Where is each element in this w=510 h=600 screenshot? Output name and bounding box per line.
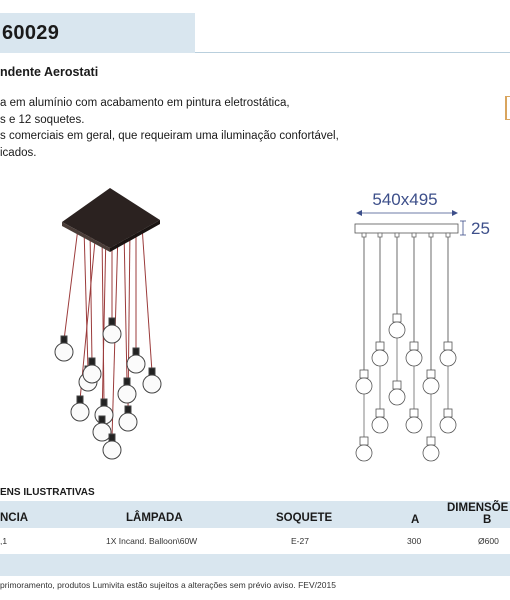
description-line: icados. (0, 146, 37, 159)
header-lampada: LÂMPADA (126, 512, 183, 524)
header-rule (195, 52, 510, 53)
illustrative-images-title: ENS ILUSTRATIVAS (0, 487, 95, 498)
header-reference: NCIA (0, 512, 29, 524)
description-line: a em alumínio com acabamento em pintura eletrostática, (0, 97, 290, 109)
bulb (118, 378, 136, 403)
footer-band (0, 554, 510, 576)
drawing-bulb (440, 342, 456, 366)
cell-lampada: 1X Incand. Balloon\60W (106, 536, 198, 546)
drawing-bulb (406, 409, 422, 433)
description-line: s e 12 soquetes. (0, 113, 85, 126)
drawing-bulb (356, 437, 372, 461)
product-drawings (0, 170, 510, 480)
technical-drawing (355, 210, 466, 461)
table-header-band (0, 501, 510, 528)
width-dimension-label: 540x495 (372, 190, 438, 209)
cell-soquete: E-27 (291, 536, 309, 546)
drawing-bulb (406, 342, 422, 366)
header-dim-b: B (483, 514, 492, 526)
product-description (0, 95, 339, 161)
drawing-bulb (389, 314, 405, 338)
bulb (143, 368, 161, 393)
header-dimensoes: DIMENSÕE (447, 502, 509, 514)
bulb (103, 318, 121, 343)
drawing-bulb (423, 437, 439, 461)
drawing-bulb (389, 381, 405, 405)
bulb (83, 358, 101, 383)
height-dimension-label: 25 (471, 219, 490, 238)
drawing-bulb (423, 370, 439, 394)
cell-reference: ,1 (0, 536, 8, 546)
drawing-bulb (372, 409, 388, 433)
bulb (127, 348, 145, 373)
drawing-bulb (356, 370, 372, 394)
canopy-side-view (355, 224, 458, 233)
bulb (119, 406, 137, 431)
drawing-bulb (440, 409, 456, 433)
bulb (55, 336, 73, 361)
header-dim-a: A (411, 514, 420, 526)
product-code: 60029 (2, 22, 60, 44)
product-subtitle: ndente Aerostati (0, 65, 99, 79)
bulb (71, 396, 89, 421)
drawing-bulb (372, 342, 388, 366)
footer-note: primoramento, produtos Lumivita estão sujeitos a alterações sem prévio aviso. FEV/2015 (0, 580, 336, 590)
edge-mark (505, 96, 510, 120)
description-line: s comerciais em geral, que requeiram uma iluminação confortável, (0, 130, 339, 142)
cell-dim-b: Ø600 (478, 536, 499, 546)
product-photo (55, 188, 161, 459)
header-soquete: SOQUETE (276, 512, 333, 524)
cell-dim-a: 300 (407, 536, 422, 546)
